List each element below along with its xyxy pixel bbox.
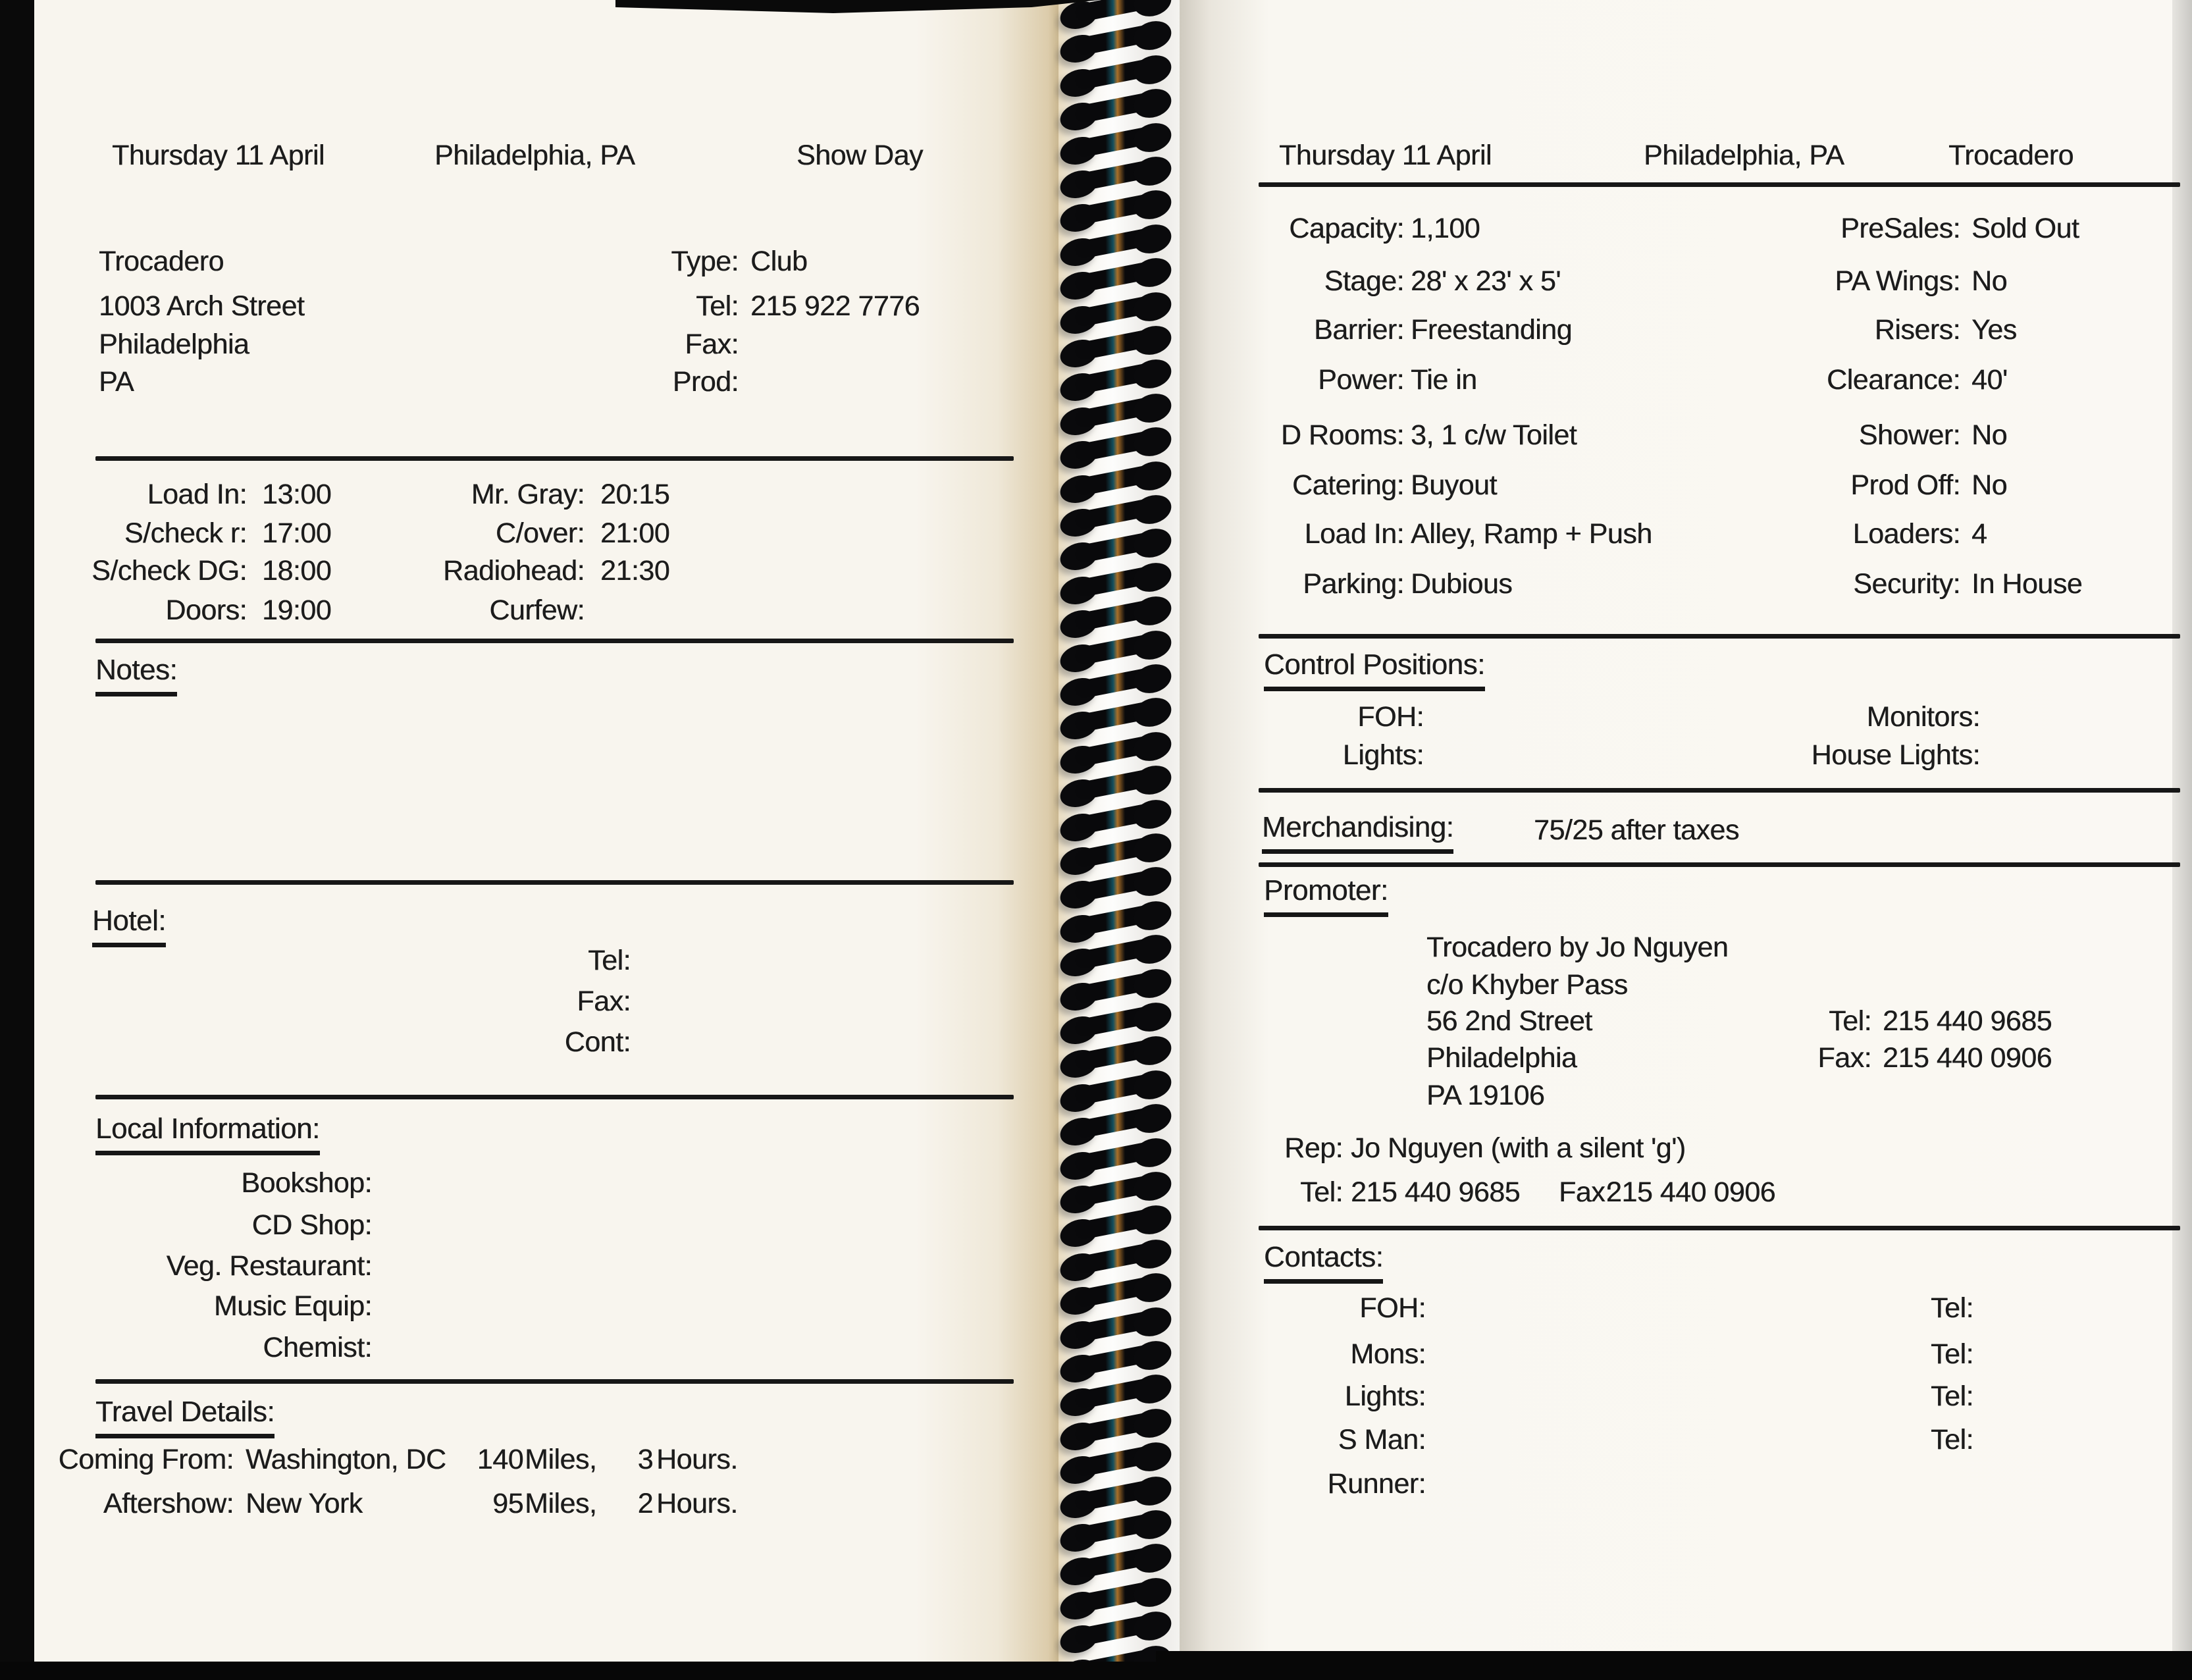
header-rule <box>1259 182 2180 187</box>
control-positions-heading: Control Positions: <box>1264 648 1485 691</box>
rep-fax-label: Fax: <box>1559 1176 1613 1208</box>
divider-rule <box>1259 788 2180 793</box>
local-information-heading: Local Information: <box>95 1113 320 1155</box>
spec-value: No <box>1971 419 2007 451</box>
spec-value: No <box>1971 469 2007 501</box>
spec-label: Capacity: <box>1289 213 1404 244</box>
hotel-tel-label: Tel: <box>588 945 631 976</box>
divider-rule <box>95 880 1014 885</box>
spec-label: Clearance: <box>1827 364 1960 396</box>
contact-label: Mons: <box>1350 1338 1426 1370</box>
spec-value: No <box>1971 265 2007 297</box>
schedule-label: C/over: <box>495 517 585 549</box>
spec-label: Barrier: <box>1314 314 1404 346</box>
local-info-item: CD Shop: <box>251 1209 372 1241</box>
divider-rule <box>95 1095 1014 1099</box>
local-info-item: Chemist: <box>263 1332 372 1363</box>
local-info-item: Bookshop: <box>241 1167 372 1199</box>
venue-address-line: Philadelphia <box>99 328 249 360</box>
venue-type-value: Club <box>750 246 808 277</box>
local-info-item: Music Equip: <box>213 1290 372 1322</box>
venue-fax-label: Fax: <box>685 328 739 360</box>
venue-prod-label: Prod: <box>672 366 739 398</box>
spec-value: 40' <box>1971 364 2008 396</box>
merchandising-heading: Merchandising: <box>1262 811 1453 854</box>
spec-value: 1,100 <box>1411 213 1480 244</box>
lights-position-label: Lights: <box>1342 739 1424 771</box>
promoter-address-line: Philadelphia <box>1426 1042 1577 1074</box>
spec-value: Alley, Ramp + Push <box>1411 518 1652 550</box>
schedule-time: 13:00 <box>262 479 332 510</box>
schedule-label: Curfew: <box>489 594 585 626</box>
spec-value: In House <box>1971 568 2083 600</box>
promoter-company: Trocadero by Jo Nguyen <box>1426 932 1729 963</box>
venue-type-label: Type: <box>671 246 739 277</box>
promoter-address-line: PA 19106 <box>1426 1080 1545 1111</box>
spec-label: Parking: <box>1303 568 1404 600</box>
spec-value: Tie in <box>1411 364 1477 396</box>
schedule-label: Doors: <box>165 594 247 626</box>
promoter-address-line: 56 2nd Street <box>1426 1005 1592 1037</box>
spec-label: Stage: <box>1324 265 1404 297</box>
divider-rule <box>95 639 1014 643</box>
promoter-address-line: c/o Khyber Pass <box>1426 969 1628 1001</box>
travel-row-label: Coming From: <box>58 1444 234 1475</box>
schedule-label: Mr. Gray: <box>471 479 585 510</box>
spec-label: Prod Off: <box>1850 469 1960 501</box>
travel-row-miles-word: Miles, <box>525 1444 597 1475</box>
scan-edge-bottom <box>0 1662 2192 1680</box>
venue-name: Trocadero <box>99 246 224 277</box>
right-header-city: Philadelphia, PA <box>1644 140 1844 171</box>
schedule-label: Radiohead: <box>443 555 585 587</box>
scan-edge-right <box>2172 0 2192 1680</box>
spec-value: Freestanding <box>1411 314 1572 346</box>
schedule-time: 20:15 <box>600 479 670 510</box>
spiral-binding <box>1053 0 1182 1680</box>
divider-rule <box>1259 1226 2180 1230</box>
spec-value: 28' x 23' x 5' <box>1411 265 1561 297</box>
spec-label: Load In: <box>1304 518 1404 550</box>
divider-rule <box>95 1379 1014 1384</box>
travel-row-hours-word: Hours. <box>656 1444 738 1475</box>
travel-row-label: Aftershow: <box>103 1488 234 1519</box>
contacts-heading: Contacts: <box>1264 1241 1383 1284</box>
promoter-fax-label: Fax: <box>1817 1042 1871 1074</box>
contact-tel-label: Tel: <box>1931 1338 1973 1370</box>
travel-row-hours: 2 <box>637 1488 653 1519</box>
spec-label: PreSales: <box>1840 213 1960 244</box>
merchandising-terms: 75/25 after taxes <box>1534 814 1739 846</box>
contact-label: Runner: <box>1327 1468 1426 1500</box>
schedule-time: 17:00 <box>262 517 332 549</box>
spec-label: Catering: <box>1292 469 1404 501</box>
travel-row-place: New York <box>246 1488 363 1519</box>
spec-label: Shower: <box>1858 419 1960 451</box>
schedule-label: Load In: <box>147 479 247 510</box>
venue-tel-label: Tel: <box>696 290 739 322</box>
hotel-fax-label: Fax: <box>577 985 631 1017</box>
venue-tel-value: 215 922 7776 <box>750 290 920 322</box>
promoter-tel-value: 215 440 9685 <box>1883 1005 2052 1037</box>
spec-value: Sold Out <box>1971 213 2079 244</box>
rep-fax-value: 215 440 0906 <box>1606 1176 1776 1208</box>
divider-rule <box>1259 634 2180 639</box>
travel-row-place: Washington, DC <box>246 1444 446 1475</box>
spec-label: D Rooms: <box>1280 419 1404 451</box>
divider-rule <box>1259 862 2180 867</box>
contact-label: FOH: <box>1359 1292 1426 1324</box>
scan-edge-left <box>0 0 34 1680</box>
contact-tel-label: Tel: <box>1931 1424 1973 1456</box>
rep-tel-label: Tel: <box>1300 1176 1343 1208</box>
schedule-time: 21:00 <box>600 517 670 549</box>
spec-value: 4 <box>1971 518 1987 550</box>
right-header-venue: Trocadero <box>1948 140 2074 171</box>
schedule-time: 19:00 <box>262 594 332 626</box>
left-header-show-day: Show Day <box>796 140 923 171</box>
promoter-fax-value: 215 440 0906 <box>1883 1042 2052 1074</box>
promoter-rep-label: Rep: <box>1284 1132 1343 1164</box>
promoter-tel-label: Tel: <box>1829 1005 1871 1037</box>
venue-address-line: 1003 Arch Street <box>99 290 305 322</box>
hotel-heading: Hotel: <box>92 905 166 947</box>
rep-tel-value: 215 440 9685 <box>1351 1176 1521 1208</box>
travel-row-miles: 140 <box>477 1444 523 1475</box>
spec-label: Security: <box>1853 568 1960 600</box>
travel-row-hours-word: Hours. <box>656 1488 738 1519</box>
schedule-time: 21:30 <box>600 555 670 587</box>
spec-value: Buyout <box>1411 469 1497 501</box>
venue-address-line: PA <box>99 366 134 398</box>
travel-details-heading: Travel Details: <box>95 1396 274 1438</box>
contact-label: S Man: <box>1338 1424 1426 1456</box>
schedule-label: S/check DG: <box>91 555 247 587</box>
travel-row-hours: 3 <box>637 1444 653 1475</box>
promoter-rep-name: Jo Nguyen (with a silent 'g') <box>1351 1132 1686 1164</box>
foh-position-label: FOH: <box>1357 701 1424 733</box>
spec-value: Yes <box>1971 314 2017 346</box>
contact-label: Lights: <box>1344 1380 1426 1412</box>
spec-label: Power: <box>1318 364 1404 396</box>
right-header-date: Thursday 11 April <box>1279 140 1492 171</box>
spec-value: 3, 1 c/w Toilet <box>1411 419 1577 451</box>
schedule-label: S/check r: <box>124 517 247 549</box>
contact-tel-label: Tel: <box>1931 1380 1973 1412</box>
spec-label: PA Wings: <box>1835 265 1960 297</box>
notes-heading: Notes: <box>95 654 177 696</box>
contact-tel-label: Tel: <box>1931 1292 1973 1324</box>
travel-row-miles-word: Miles, <box>525 1488 597 1519</box>
house-lights-position-label: House Lights: <box>1811 739 1980 771</box>
left-header-date: Thursday 11 April <box>112 140 325 171</box>
promoter-heading: Promoter: <box>1264 874 1388 917</box>
divider-rule <box>95 456 1014 461</box>
left-header-city: Philadelphia, PA <box>434 140 635 171</box>
spec-label: Loaders: <box>1852 518 1960 550</box>
travel-row-miles: 95 <box>492 1488 523 1519</box>
hotel-contact-label: Cont: <box>564 1026 631 1058</box>
spec-label: Risers: <box>1874 314 1960 346</box>
monitors-position-label: Monitors: <box>1866 701 1980 733</box>
schedule-time: 18:00 <box>262 555 332 587</box>
spec-value: Dubious <box>1411 568 1513 600</box>
local-info-item: Veg. Restaurant: <box>166 1250 372 1282</box>
